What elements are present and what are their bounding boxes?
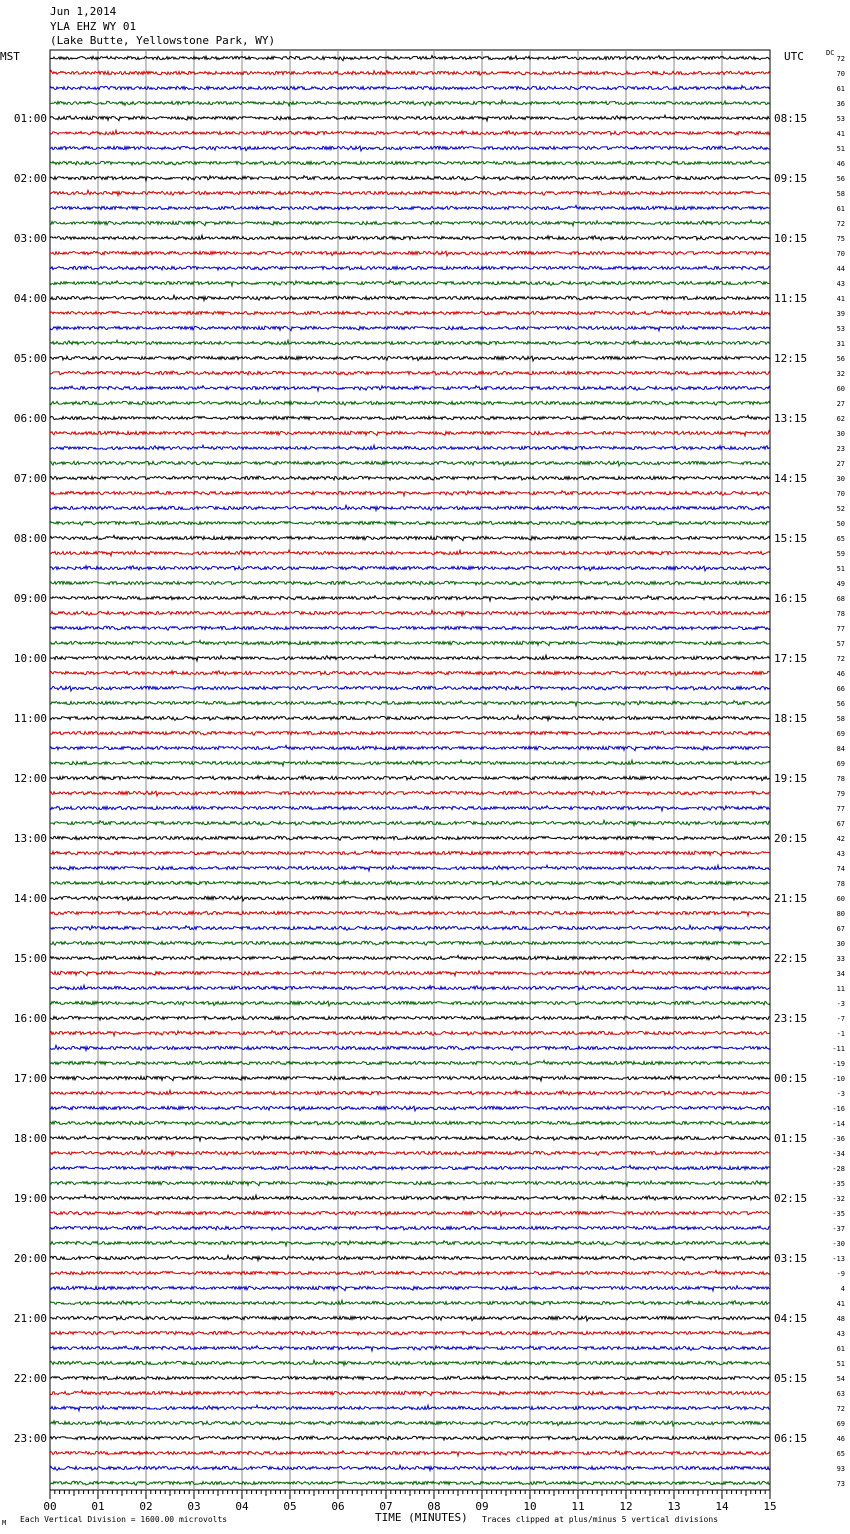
dc-offset-value: -7	[836, 1015, 845, 1023]
dc-offset-value: 78	[836, 880, 845, 888]
dc-offset-value: -35	[832, 1210, 845, 1218]
dc-offset-value: -3	[836, 1000, 845, 1008]
dc-offset-value: 61	[836, 85, 845, 93]
seismic-trace	[50, 220, 770, 226]
dc-offset-value: 77	[836, 805, 845, 813]
dc-offset-value: 30	[836, 430, 845, 438]
dc-offset-value: 65	[836, 1450, 845, 1458]
dc-offset-value: 93	[836, 1465, 845, 1473]
dc-offset-value: 67	[836, 925, 845, 933]
x-tick-label: 13	[667, 1500, 681, 1513]
seismic-trace	[50, 431, 770, 436]
seismic-trace	[50, 715, 770, 720]
hour-label-utc: 11:15	[774, 292, 808, 305]
seismic-trace	[50, 626, 770, 630]
dc-offset-value: 66	[836, 685, 845, 693]
dc-offset-value: 4	[840, 1285, 845, 1293]
dc-header-label: DC	[826, 49, 835, 57]
dc-offset-value: 11	[836, 985, 845, 993]
seismic-trace	[50, 1286, 770, 1291]
seismic-trace	[50, 1016, 770, 1020]
dc-offset-value: 72	[836, 220, 845, 228]
seismic-trace	[50, 115, 770, 121]
dc-offset-value: 79	[836, 790, 845, 798]
x-tick-label: 08	[427, 1500, 441, 1513]
seismic-trace	[50, 881, 770, 885]
x-tick-label: 00	[43, 1500, 57, 1513]
dc-offset-value: -16	[832, 1105, 845, 1113]
hour-label-utc: 17:15	[774, 652, 808, 665]
seismic-trace	[50, 521, 770, 525]
hour-label-utc: 20:15	[774, 832, 808, 845]
seismic-trace	[50, 1316, 770, 1321]
seismic-trace	[50, 745, 770, 750]
dc-offset-value: 43	[836, 850, 845, 858]
seismic-trace	[50, 1421, 770, 1426]
seismic-trace	[50, 535, 770, 540]
seismic-trace	[50, 161, 770, 165]
seismic-trace	[50, 791, 770, 796]
seismic-trace	[50, 326, 770, 331]
hour-label-utc: 08:15	[774, 112, 808, 125]
dc-offset-value: 56	[836, 175, 845, 183]
x-tick-label: 15	[763, 1500, 777, 1513]
dc-offset-value: 46	[836, 670, 845, 678]
hour-label-utc: 12:15	[774, 352, 808, 365]
seismic-trace	[50, 1481, 770, 1485]
hour-label-mst: 05:00	[13, 352, 47, 365]
x-tick-label: 12	[619, 1500, 633, 1513]
hour-label-mst: 13:00	[13, 832, 47, 845]
seismic-trace	[50, 505, 770, 510]
hour-label-mst: 14:00	[13, 892, 47, 905]
seismic-trace	[50, 550, 770, 556]
hour-label-mst: 01:00	[13, 112, 47, 125]
seismic-trace	[50, 1195, 770, 1200]
hour-label-utc: 03:15	[774, 1252, 808, 1265]
dc-offset-value: 58	[836, 715, 845, 723]
hour-label-mst: 20:00	[13, 1252, 47, 1265]
hour-label-mst: 07:00	[13, 472, 47, 485]
seismic-trace	[50, 146, 770, 151]
seismic-trace	[50, 1331, 770, 1335]
seismic-trace	[50, 1031, 770, 1036]
dc-offset-value: 69	[836, 730, 845, 738]
seismic-trace	[50, 1405, 770, 1411]
seismic-trace	[50, 1150, 770, 1155]
dc-offset-value: 54	[836, 1375, 845, 1383]
dc-offset-value: 27	[836, 400, 845, 408]
x-tick-label: 06	[331, 1500, 345, 1513]
dc-offset-value: 61	[836, 1345, 845, 1353]
dc-offset-value: 46	[836, 1435, 845, 1443]
x-tick-label: 05	[283, 1500, 297, 1513]
hour-label-utc: 16:15	[774, 592, 808, 605]
seismic-trace	[50, 1376, 770, 1379]
seismic-trace	[50, 610, 770, 615]
dc-offset-value: -37	[832, 1225, 845, 1233]
seismic-trace	[50, 1090, 770, 1095]
dc-offset-value: 30	[836, 940, 845, 948]
dc-offset-value: 70	[836, 70, 845, 78]
dc-offset-value: 49	[836, 580, 845, 588]
seismic-trace	[50, 640, 770, 645]
seismic-trace	[50, 686, 770, 691]
hour-label-mst: 03:00	[13, 232, 47, 245]
seismic-trace	[50, 1451, 770, 1456]
hour-label-mst: 18:00	[13, 1132, 47, 1145]
seismic-trace	[50, 461, 770, 466]
hour-label-utc: 06:15	[774, 1432, 808, 1445]
hour-label-utc: 00:15	[774, 1072, 808, 1085]
scale-note: Each Vertical Division = 1600.00 microvolts	[20, 1515, 228, 1524]
seismic-trace	[50, 925, 770, 930]
seismic-trace	[50, 566, 770, 571]
hour-label-mst: 09:00	[13, 592, 47, 605]
dc-offset-value: -3	[836, 1090, 845, 1098]
dc-offset-value: 59	[836, 550, 845, 558]
seismic-trace	[50, 1465, 770, 1470]
dc-offset-value: 51	[836, 1360, 845, 1368]
dc-offset-value: -28	[832, 1165, 845, 1173]
dc-offset-value: 70	[836, 490, 845, 498]
hour-label-utc: 21:15	[774, 892, 808, 905]
seismic-trace	[50, 596, 770, 601]
hour-label-mst: 23:00	[13, 1432, 47, 1445]
seismic-trace	[50, 235, 770, 240]
dc-offset-value: 56	[836, 700, 845, 708]
dc-offset-value: 70	[836, 250, 845, 258]
seismic-trace	[50, 340, 770, 345]
dc-offset-value: -19	[832, 1060, 845, 1068]
dc-offset-value: 74	[836, 865, 845, 873]
dc-offset-value: 52	[836, 505, 845, 513]
x-tick-label: 04	[235, 1500, 249, 1513]
seismic-trace	[50, 1390, 770, 1395]
dc-offset-value: 31	[836, 340, 845, 348]
dc-offset-value: -1	[836, 1030, 845, 1038]
hour-label-mst: 22:00	[13, 1372, 47, 1385]
dc-offset-value: 63	[836, 1390, 845, 1398]
hour-label-mst: 08:00	[13, 532, 47, 545]
dc-offset-value: 42	[836, 835, 845, 843]
seismic-trace	[50, 1436, 770, 1440]
seismic-trace	[50, 266, 770, 270]
x-tick-label: 11	[571, 1500, 585, 1513]
seismic-trace	[50, 445, 770, 450]
seismic-trace	[50, 1300, 770, 1305]
dc-offset-value: 73	[836, 1480, 845, 1488]
seismic-trace	[50, 776, 770, 781]
hour-label-utc: 13:15	[774, 412, 808, 425]
seismic-trace	[50, 581, 770, 585]
dc-offset-value: 65	[836, 535, 845, 543]
hour-label-utc: 23:15	[774, 1012, 808, 1025]
hour-label-mst: 21:00	[13, 1312, 47, 1325]
dc-offset-value: 60	[836, 385, 845, 393]
dc-offset-value: 43	[836, 1330, 845, 1338]
date-label: Jun 1,2014	[50, 5, 117, 18]
dc-offset-value: -10	[832, 1075, 845, 1083]
seismic-trace	[50, 100, 770, 105]
x-tick-label: 01	[91, 1500, 105, 1513]
seismic-trace	[50, 356, 770, 361]
seismic-trace	[50, 130, 770, 135]
dc-offset-value: 57	[836, 640, 845, 648]
seismic-trace	[50, 70, 770, 75]
seismic-trace	[50, 701, 770, 706]
dc-offset-value: 23	[836, 445, 845, 453]
seismic-trace	[50, 371, 770, 375]
dc-offset-value: -14	[832, 1120, 845, 1128]
seismic-trace	[50, 190, 770, 195]
station-label: YLA EHZ WY 01	[50, 19, 137, 33]
dc-offset-value: 69	[836, 1420, 845, 1428]
dc-offset-value: 43	[836, 280, 845, 288]
seismic-trace	[50, 205, 770, 209]
seismic-trace	[50, 941, 770, 945]
seismic-trace	[50, 655, 770, 661]
dc-offset-value: 33	[836, 955, 845, 963]
hour-label-utc: 10:15	[774, 232, 808, 245]
hour-label-utc: 09:15	[774, 172, 808, 185]
seismic-trace	[50, 850, 770, 855]
hour-label-utc: 18:15	[774, 712, 808, 725]
hour-label-mst: 16:00	[13, 1012, 47, 1025]
seismic-trace	[50, 865, 770, 871]
seismic-trace	[50, 491, 770, 496]
seismic-trace	[50, 671, 770, 676]
seismic-trace	[50, 1255, 770, 1260]
dc-offset-value: 61	[836, 205, 845, 213]
dc-offset-value: -34	[832, 1150, 845, 1158]
seismic-trace	[50, 731, 770, 735]
x-tick-label: 09	[475, 1500, 489, 1513]
dc-offset-value: 53	[836, 115, 845, 123]
seismic-trace	[50, 911, 770, 916]
dc-offset-value: 77	[836, 625, 845, 633]
seismic-trace	[50, 1045, 770, 1050]
location-label: (Lake Butte, Yellowstone Park, WY)	[50, 34, 276, 47]
seismic-trace	[50, 1211, 770, 1216]
hour-label-utc: 04:15	[774, 1312, 808, 1325]
dc-offset-value: 72	[836, 1405, 845, 1413]
dc-offset-value: 30	[836, 475, 845, 483]
x-axis-label: TIME (MINUTES)	[375, 1511, 468, 1524]
hour-label-mst: 04:00	[13, 292, 47, 305]
x-tick-label: 03	[187, 1500, 201, 1513]
seismic-trace	[50, 386, 770, 391]
dc-offset-value: 51	[836, 145, 845, 153]
dc-offset-value: 78	[836, 775, 845, 783]
x-tick-label: 07	[379, 1500, 393, 1513]
dc-offset-value: 62	[836, 415, 845, 423]
x-tick-label: 14	[715, 1500, 729, 1513]
seismic-trace	[50, 1060, 770, 1064]
seismic-trace	[50, 1075, 770, 1081]
x-tick-label: 10	[523, 1500, 537, 1513]
seismic-trace	[50, 476, 770, 480]
seismic-trace	[50, 1360, 770, 1365]
dc-offset-value: 41	[836, 295, 845, 303]
seismic-trace	[50, 955, 770, 959]
dc-offset-value: -11	[832, 1045, 845, 1053]
seismic-trace	[50, 760, 770, 766]
seismic-trace	[50, 1181, 770, 1186]
dc-offset-value: 72	[836, 655, 845, 663]
dc-offset-value: -13	[832, 1255, 845, 1263]
seismic-trace	[50, 806, 770, 811]
seismic-trace	[50, 820, 770, 825]
seismic-trace	[50, 836, 770, 840]
dc-offset-value: 46	[836, 160, 845, 168]
hour-label-utc: 05:15	[774, 1372, 808, 1385]
seismic-trace	[50, 1121, 770, 1125]
seismic-trace	[50, 310, 770, 314]
dc-offset-value: 34	[836, 970, 845, 978]
seismic-trace	[50, 251, 770, 256]
seismic-trace	[50, 1346, 770, 1351]
dc-offset-value: 36	[836, 100, 845, 108]
dc-offset-value: 39	[836, 310, 845, 318]
hour-label-mst: 15:00	[13, 952, 47, 965]
dc-offset-value: 78	[836, 610, 845, 618]
seismic-trace	[50, 896, 770, 901]
hour-label-utc: 19:15	[774, 772, 808, 785]
seismic-trace	[50, 56, 770, 61]
seismic-trace	[50, 1136, 770, 1141]
clip-note: Traces clipped at plus/minus 5 vertical divisions	[482, 1515, 719, 1524]
dc-offset-value: 80	[836, 910, 845, 918]
seismic-trace	[50, 415, 770, 419]
dc-offset-value: 56	[836, 355, 845, 363]
seismic-trace	[50, 1241, 770, 1246]
dc-offset-value: 72	[836, 55, 845, 63]
dc-offset-value: -30	[832, 1240, 845, 1248]
utc-axis-label: UTC	[784, 50, 804, 63]
seismic-trace	[50, 1001, 770, 1006]
seismic-trace	[50, 1226, 770, 1230]
dc-offset-value: 84	[836, 745, 845, 753]
dc-offset-value: 50	[836, 520, 845, 528]
dc-offset-value: 27	[836, 460, 845, 468]
x-tick-label: 02	[139, 1500, 153, 1513]
seismic-trace	[50, 295, 770, 300]
seismic-trace	[50, 970, 770, 976]
mst-axis-label: MST	[0, 50, 20, 63]
hour-label-mst: 12:00	[13, 772, 47, 785]
dc-offset-value: -32	[832, 1195, 845, 1203]
dc-offset-value: 68	[836, 595, 845, 603]
hour-label-utc: 02:15	[774, 1192, 808, 1205]
hour-label-mst: 02:00	[13, 172, 47, 185]
dc-offset-value: 32	[836, 370, 845, 378]
hour-label-mst: 19:00	[13, 1192, 47, 1205]
dc-offset-value: 69	[836, 760, 845, 768]
dc-offset-value: 58	[836, 190, 845, 198]
dc-offset-value: 51	[836, 565, 845, 573]
hour-label-utc: 01:15	[774, 1132, 808, 1145]
seismic-trace	[50, 400, 770, 405]
corner-mark: M	[2, 1519, 7, 1527]
seismic-trace	[50, 1270, 770, 1274]
seismic-trace	[50, 86, 770, 90]
seismic-trace	[50, 1106, 770, 1111]
hour-label-utc: 14:15	[774, 472, 808, 485]
dc-offset-value: 41	[836, 130, 845, 138]
dc-offset-value: 60	[836, 895, 845, 903]
dc-offset-value: -9	[836, 1270, 845, 1278]
dc-offset-value: 53	[836, 325, 845, 333]
dc-offset-value: 75	[836, 235, 845, 243]
seismic-trace	[50, 176, 770, 181]
hour-label-utc: 15:15	[774, 532, 808, 545]
dc-offset-value: -35	[832, 1180, 845, 1188]
seismic-trace	[50, 985, 770, 990]
hour-label-mst: 06:00	[13, 412, 47, 425]
dc-offset-value: 41	[836, 1300, 845, 1308]
hour-label-utc: 22:15	[774, 952, 808, 965]
dc-offset-value: 48	[836, 1315, 845, 1323]
hour-label-mst: 11:00	[13, 712, 47, 725]
seismic-trace	[50, 1165, 770, 1169]
seismic-trace	[50, 281, 770, 286]
dc-offset-value: 44	[836, 265, 845, 273]
dc-offset-value: -36	[832, 1135, 845, 1143]
hour-label-mst: 17:00	[13, 1072, 47, 1085]
dc-offset-value: 67	[836, 820, 845, 828]
hour-label-mst: 10:00	[13, 652, 47, 665]
